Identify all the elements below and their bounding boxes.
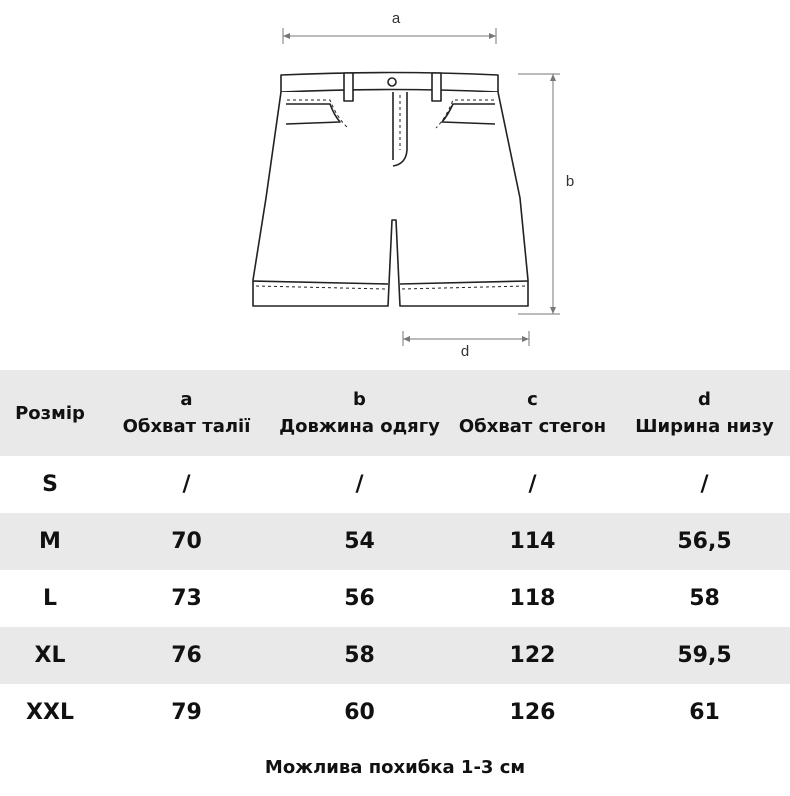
leg-width-cell: 56,5	[677, 529, 732, 554]
column-name: Обхват стегон	[458, 416, 607, 437]
hips-cell: /	[528, 472, 537, 497]
column-header-a	[100, 370, 273, 456]
column-header-b	[273, 370, 446, 456]
shorts-outline	[253, 73, 528, 307]
waist-cell: /	[182, 472, 191, 497]
leg-width-cell: 58	[689, 586, 720, 611]
table-header-row	[0, 370, 790, 456]
length-cell: 60	[344, 700, 375, 725]
length-cell: 58	[344, 643, 375, 668]
hips-cell: 114	[509, 529, 556, 554]
hips-cell: 118	[509, 586, 556, 611]
column-name: Ширина низу	[635, 416, 774, 437]
waist-cell: 76	[171, 643, 202, 668]
footnote: Можлива похибка 1-3 см	[264, 757, 526, 778]
size-cell: M	[39, 529, 61, 554]
size-cell: L	[42, 586, 58, 611]
hips-cell: 126	[509, 700, 556, 725]
column-name: Обхват талії	[122, 416, 251, 437]
waist-cell: 70	[171, 529, 202, 554]
table-row	[0, 513, 790, 570]
column-letter: b	[353, 389, 366, 410]
table-row	[0, 684, 790, 741]
length-cell: /	[355, 472, 364, 497]
table-row	[0, 456, 790, 513]
table-row	[0, 627, 790, 684]
column-header-c	[446, 370, 619, 456]
column-letter: d	[698, 389, 711, 410]
column-header-d	[619, 370, 790, 456]
size-header: Розмір	[15, 402, 85, 424]
label-d: d	[460, 343, 470, 360]
column-letter: a	[180, 389, 193, 410]
length-cell: 56	[344, 586, 375, 611]
size-cell: XL	[34, 643, 66, 668]
table-row	[0, 570, 790, 627]
shorts-diagram	[0, 0, 790, 360]
dimension-a	[283, 28, 496, 44]
column-letter: c	[527, 389, 538, 410]
size-cell: S	[42, 472, 58, 497]
label-b: b	[565, 173, 575, 190]
waist-cell: 79	[171, 700, 202, 725]
leg-width-cell: /	[700, 472, 709, 497]
waist-cell: 73	[171, 586, 202, 611]
leg-width-cell: 59,5	[677, 643, 732, 668]
hips-cell: 122	[509, 643, 556, 668]
size-cell: XXL	[26, 700, 74, 725]
leg-width-cell: 61	[689, 700, 720, 725]
label-a: a	[391, 10, 401, 27]
size-table	[0, 370, 790, 741]
column-name: Довжина одягу	[279, 416, 440, 437]
length-cell: 54	[344, 529, 375, 554]
